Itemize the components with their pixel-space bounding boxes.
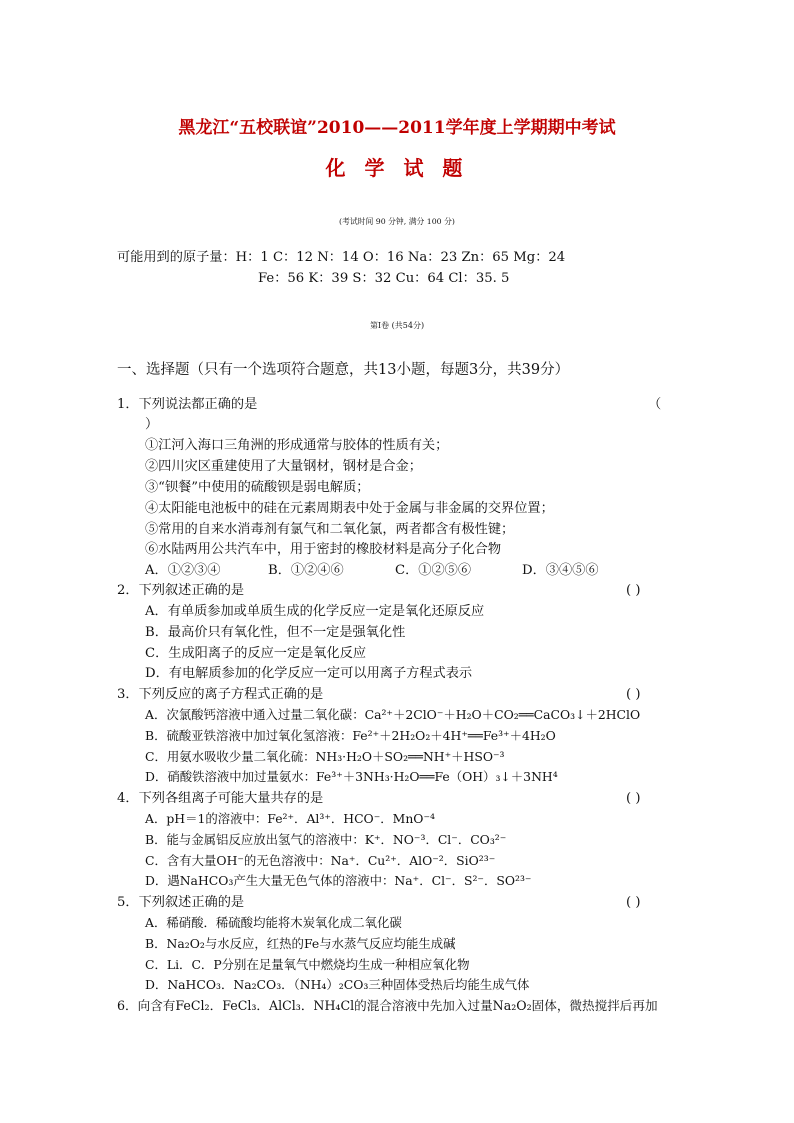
question-2-option-b: B．最高价只有氧化性，但不一定是强氧化性 bbox=[145, 625, 406, 640]
question-5-answer-paren: ( ) bbox=[626, 895, 641, 910]
question-2-answer-paren: ( ) bbox=[626, 583, 641, 598]
question-5-option-c: C．Li．C．P分别在足量氧气中燃烧均生成一种相应氧化物 bbox=[145, 957, 470, 972]
question-4-option-d: D．遇NaHCO₃产生大量无色气体的溶液中：Na⁺．Cl⁻．S²⁻．SO²³⁻ bbox=[145, 873, 532, 888]
question-6-stem: 6．向含有FeCl₂．FeCl₃．AlCl₃．NH₄Cl的混合溶液中先加入过量Na₂O₂固体，微热搅拌后再加 bbox=[117, 998, 658, 1013]
question-3-option-d: D．硝酸铁溶液中加过量氨水：Fe³⁺＋3NH₃·H₂O══Fe（OH）₃↓＋3NH⁴ bbox=[145, 769, 558, 784]
question-4-option-b: B．能与金属铝反应放出氢气的溶液中：K⁺．NO⁻³．Cl⁻．CO₃²⁻ bbox=[145, 832, 507, 847]
question-1-option-d: D．③④⑤⑥ bbox=[522, 563, 599, 578]
question-2-option-d: D．有电解质参加的化学反应一定可以用离子方程式表示 bbox=[145, 666, 473, 681]
question-3-stem: 3．下列反应的离子方程式正确的是 bbox=[117, 687, 324, 702]
question-3-option-a: A．次氯酸钙溶液中通入过量二氧化碳：Ca²⁺＋2ClO⁻＋H₂O＋CO₂══CaCO₃↓＋2HClO bbox=[145, 707, 641, 722]
question-1-option-a: A．①②③④ bbox=[145, 563, 221, 578]
question-5-option-d: D．NaHCO₃．Na₂CO₃．（NH₄）₂CO₃三种固体受热后均能生成气体 bbox=[145, 977, 530, 992]
question-2-option-c: C．生成阳离子的反应一定是氧化反应 bbox=[145, 646, 367, 661]
question-4-option-c: C．含有大量OH⁻的无色溶液中：Na⁺．Cu²⁺．AlO⁻²．SiO²³⁻ bbox=[145, 853, 496, 868]
question-5-stem: 5．下列叙述正确的是 bbox=[117, 895, 245, 910]
question-1-statement: ②四川灾区重建使用了大量钢材，钢材是合金； bbox=[145, 459, 422, 474]
question-1-option-b: B．①②④⑥ bbox=[268, 563, 344, 578]
atomic-masses-line-2: Fe：56 K：39 S：32 Cu：64 Cl：35. 5 bbox=[258, 271, 510, 286]
question-2-stem: 2．下列叙述正确的是 bbox=[117, 583, 245, 598]
question-2-option-a: A．有单质参加或单质生成的化学反应一定是氧化还原反应 bbox=[145, 604, 485, 619]
question-4-option-a: A．pH＝1的溶液中：Fe²⁺．Al³⁺．HCO⁻．MnO⁻⁴ bbox=[145, 811, 435, 826]
question-4-stem: 4．下列各组离子可能大量共存的是 bbox=[117, 791, 324, 806]
section-heading: 一、选择题（只有一个选项符合题意，共13小题，每题3分，共39分） bbox=[117, 362, 570, 378]
question-1-statement: ①江河入海口三角洲的形成通常与胶体的性质有关； bbox=[145, 438, 449, 453]
exam-title: 黑龙江“五校联谊”2010——2011学年度上学期期中考试 bbox=[178, 118, 616, 138]
question-3-option-b: B．硫酸亚铁溶液中加过氧化氢溶液：Fe²⁺＋2H₂O₂＋4H⁺══Fe³⁺＋4H₂O bbox=[145, 728, 556, 743]
exam-duration: (考试时间 90 分钟, 满分 100 分) bbox=[339, 217, 455, 226]
volume-heading: 第Ⅰ卷 (共54分) bbox=[369, 321, 425, 330]
question-1-answer-paren-close: ） bbox=[145, 417, 159, 432]
question-3-option-c: C．用氨水吸收少量二氧化硫：NH₃·H₂O＋SO₂══NH⁺＋HSO⁻³ bbox=[145, 749, 505, 764]
question-1-option-c: C．①②⑤⑥ bbox=[395, 563, 472, 578]
question-5-option-b: B．Na₂O₂与水反应，红热的Fe与水蒸气反应均能生成碱 bbox=[145, 936, 456, 951]
question-1-statement: ③“钡餐”中使用的硫酸钡是弱电解质； bbox=[145, 480, 370, 495]
exam-subtitle: 化 学 试 题 bbox=[325, 156, 469, 180]
question-5-option-a: A．稀硝酸．稀硫酸均能将木炭氧化成二氧化碳 bbox=[145, 915, 402, 930]
question-1-statement: ④太阳能电池板中的硅在元素周期表中处于金属与非金属的交界位置； bbox=[145, 501, 554, 516]
question-1-statement: ⑥水陆两用公共汽车中，用于密封的橡胶材料是高分子化合物 bbox=[145, 542, 502, 557]
question-3-answer-paren: ( ) bbox=[626, 687, 641, 702]
question-1-statement: ⑤常用的自来水消毒剂有氯气和二氧化氯，两者都含有极性键； bbox=[145, 522, 515, 537]
question-4-answer-paren: ( ) bbox=[626, 791, 641, 806]
atomic-masses-line-1: 可能用到的原子量：H：1 C：12 N：14 O：16 Na：23 Zn：65 Mg：24 bbox=[117, 250, 566, 265]
question-1-stem: 1．下列说法都正确的是 bbox=[117, 397, 258, 412]
question-1-answer-paren-open: （ bbox=[648, 397, 662, 412]
